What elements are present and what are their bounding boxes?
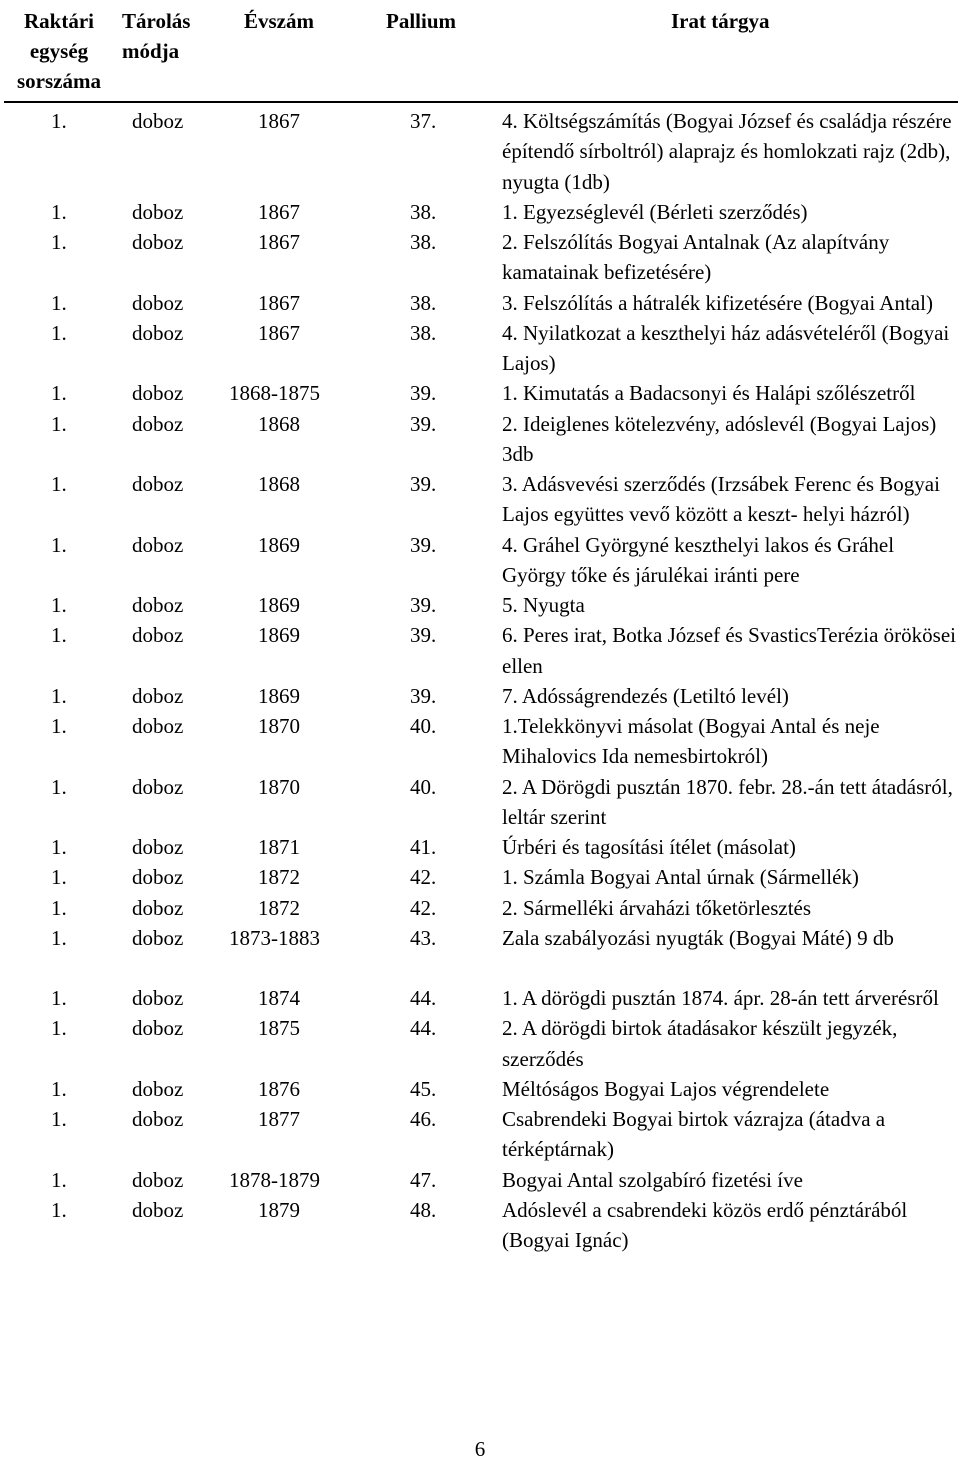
header-year: Évszám xyxy=(244,9,314,33)
cell-year: 1873-1883 xyxy=(229,925,320,950)
table-row xyxy=(0,1165,960,1195)
cell-unit: 1. xyxy=(51,1107,67,1131)
table-row xyxy=(0,227,960,288)
table-row xyxy=(0,832,960,862)
cell-storage: doboz xyxy=(132,835,184,859)
cell-unit: 1. xyxy=(51,835,67,859)
cell-subject: 5. Nyugta xyxy=(502,593,585,617)
cell-year: 1869 xyxy=(258,623,300,648)
cell-storage: doboz xyxy=(132,381,184,406)
cell-storage: doboz xyxy=(132,774,184,799)
cell-subject: Úrbéri és tagosítási ítélet (másolat) xyxy=(502,835,796,859)
cell-year: 1868 xyxy=(258,472,300,496)
cell-storage: doboz xyxy=(132,986,184,1010)
cell-unit: 1. xyxy=(51,230,67,254)
cell-pallium: 39. xyxy=(410,472,437,496)
cell-storage: doboz xyxy=(132,1016,184,1041)
header-subject: Irat tárgya xyxy=(671,9,770,33)
cell-year: 1869 xyxy=(258,593,300,617)
cell-pallium: 46. xyxy=(410,1107,437,1131)
cell-pallium: 38. xyxy=(410,230,437,254)
table-row xyxy=(0,1013,960,1074)
cell-pallium: 39. xyxy=(410,593,437,617)
cell-pallium: 38. xyxy=(410,199,437,224)
cell-unit: 1. xyxy=(51,895,67,920)
header-storage: Tárolás módja xyxy=(122,9,191,63)
cell-unit: 1. xyxy=(51,925,67,950)
cell-unit: 1. xyxy=(51,865,67,890)
cell-storage: doboz xyxy=(132,109,184,133)
table-row xyxy=(0,530,960,591)
table-row xyxy=(0,711,960,772)
cell-pallium: 45. xyxy=(410,1076,437,1101)
cell-subject: Méltóságos Bogyai Lajos végrendelete xyxy=(502,1076,830,1101)
cell-year: 1879 xyxy=(258,1197,300,1222)
table-row xyxy=(0,288,960,318)
table-header xyxy=(0,6,960,102)
cell-storage: doboz xyxy=(132,593,184,617)
cell-pallium: 40. xyxy=(410,774,437,799)
cell-pallium: 41. xyxy=(410,835,437,859)
cell-year: 1867 xyxy=(258,230,300,254)
cell-subject: 4. Költségszámítás (Bogyai József és családja részére építendő sírboltról) alaprajz és homlokzati rajz (2db), nyugta (1db) xyxy=(502,109,952,194)
header-pallium: Pallium xyxy=(386,9,457,33)
cell-unit: 1. xyxy=(51,714,67,738)
cell-pallium: 42. xyxy=(410,895,437,920)
cell-pallium: 38. xyxy=(410,320,437,345)
cell-year: 1871 xyxy=(258,835,300,859)
cell-pallium: 39. xyxy=(410,683,437,708)
cell-unit: 1. xyxy=(51,1076,67,1101)
cell-year: 1876 xyxy=(258,1076,300,1101)
cell-storage: doboz xyxy=(132,532,184,557)
table-row xyxy=(0,923,960,953)
cell-year: 1867 xyxy=(258,109,300,133)
header-unit: Raktári egység sorszáma xyxy=(17,9,101,93)
cell-unit: 1. xyxy=(51,532,67,557)
cell-storage: doboz xyxy=(132,714,184,738)
cell-pallium: 48. xyxy=(410,1197,437,1222)
cell-unit: 1. xyxy=(51,623,67,648)
cell-subject: 2. Ideiglenes kötelezvény, adóslevél (Bogyai Lajos) 3db xyxy=(502,411,937,466)
cell-storage: doboz xyxy=(132,1167,184,1192)
cell-subject: 7. Adósságrendezés (Letiltó levél) xyxy=(502,683,789,708)
cell-storage: doboz xyxy=(132,925,184,950)
table-row xyxy=(0,1104,960,1165)
cell-year: 1869 xyxy=(258,683,300,708)
table-row xyxy=(0,197,960,227)
table-row xyxy=(0,106,960,197)
header-divider xyxy=(4,101,958,103)
table-body xyxy=(0,106,960,1255)
cell-unit: 1. xyxy=(51,683,67,708)
table-row xyxy=(0,893,960,923)
cell-year: 1878-1879 xyxy=(229,1167,320,1192)
table-row xyxy=(0,590,960,620)
cell-year: 1872 xyxy=(258,895,300,920)
cell-storage: doboz xyxy=(132,623,184,648)
cell-pallium: 40. xyxy=(410,714,437,738)
cell-storage: doboz xyxy=(132,1076,184,1101)
cell-year: 1875 xyxy=(258,1016,300,1041)
cell-subject: 2. Sármelléki árvaházi tőketörlesztés xyxy=(502,895,812,920)
cell-subject: 3. Adásvevési szerződés (Irzsábek Ferenc és Bogyai Lajos együttes vevő között a keszt- helyi házról) xyxy=(502,472,940,527)
cell-subject: Adóslevél a csabrendeki közös erdő pénztárából (Bogyai Ignác) xyxy=(502,1197,908,1252)
cell-storage: doboz xyxy=(132,230,184,254)
cell-unit: 1. xyxy=(51,381,67,406)
table-row xyxy=(0,1195,960,1256)
cell-subject: 1. A dörögdi pusztán 1874. ápr. 28-án tett árverésről xyxy=(502,986,939,1010)
cell-unit: 1. xyxy=(51,199,67,224)
cell-unit: 1. xyxy=(51,986,67,1010)
cell-subject: 1. Egyezséglevél (Bérleti szerződés) xyxy=(502,199,808,224)
cell-storage: doboz xyxy=(132,199,184,224)
table-row xyxy=(0,681,960,711)
cell-unit: 1. xyxy=(51,320,67,345)
cell-storage: doboz xyxy=(132,411,184,436)
cell-year: 1868 xyxy=(258,411,300,436)
cell-pallium: 43. xyxy=(410,925,437,950)
cell-subject: 4. Gráhel Györgyné keszthelyi lakos és Gráhel György tőke és járulékai iránti pere xyxy=(502,532,895,587)
cell-unit: 1. xyxy=(51,290,67,315)
cell-year: 1869 xyxy=(258,532,300,557)
table-row xyxy=(0,378,960,408)
cell-pallium: 37. xyxy=(410,109,437,133)
cell-subject: 1. Számla Bogyai Antal úrnak (Sármellék) xyxy=(502,865,859,890)
cell-storage: doboz xyxy=(132,865,184,890)
cell-subject: 1. Kimutatás a Badacsonyi és Halápi szőlészetről xyxy=(502,381,916,406)
cell-pallium: 39. xyxy=(410,381,437,406)
cell-pallium: 39. xyxy=(410,532,437,557)
cell-unit: 1. xyxy=(51,1197,67,1222)
cell-storage: doboz xyxy=(132,683,184,708)
cell-subject: 2. A Dörögdi pusztán 1870. febr. 28.-án tett átadásról, leltár szerint xyxy=(502,774,953,829)
cell-year: 1867 xyxy=(258,199,300,224)
table-row xyxy=(0,318,960,379)
table-row xyxy=(0,1074,960,1104)
cell-year: 1868-1875 xyxy=(229,381,320,406)
cell-pallium: 39. xyxy=(410,411,437,436)
cell-storage: doboz xyxy=(132,472,184,496)
cell-storage: doboz xyxy=(132,1107,184,1131)
cell-pallium: 39. xyxy=(410,623,437,648)
table-row xyxy=(0,469,960,530)
cell-storage: doboz xyxy=(132,1197,184,1222)
cell-unit: 1. xyxy=(51,1167,67,1192)
cell-unit: 1. xyxy=(51,472,67,496)
cell-storage: doboz xyxy=(132,320,184,345)
page-number: 6 xyxy=(474,1437,486,1461)
cell-year: 1867 xyxy=(258,290,300,315)
cell-year: 1872 xyxy=(258,865,300,890)
cell-storage: doboz xyxy=(132,895,184,920)
table-row xyxy=(0,862,960,892)
table-row xyxy=(0,409,960,470)
cell-year: 1874 xyxy=(258,986,300,1010)
cell-pallium: 44. xyxy=(410,986,437,1010)
table-row xyxy=(0,983,960,1013)
cell-year: 1867 xyxy=(258,320,300,345)
cell-subject: 6. Peres irat, Botka József és SvasticsTerézia örökösei ellen xyxy=(502,623,956,678)
cell-subject: 3. Felszólítás a hátralék kifizetésére (Bogyai Antal) xyxy=(502,290,933,315)
cell-subject: Bogyai Antal szolgabíró fizetési íve xyxy=(502,1167,803,1192)
cell-pallium: 44. xyxy=(410,1016,437,1041)
cell-unit: 1. xyxy=(51,774,67,799)
cell-pallium: 47. xyxy=(410,1167,437,1192)
cell-subject: 2. A dörögdi birtok átadásakor készült jegyzék, szerződés xyxy=(502,1016,898,1071)
cell-subject: Csabrendeki Bogyai birtok vázrajza (átadva a térképtárnak) xyxy=(502,1107,886,1162)
cell-pallium: 42. xyxy=(410,865,437,890)
cell-subject: 4. Nyilatkozat a keszthelyi ház adásvételéről (Bogyai Lajos) xyxy=(502,320,950,375)
cell-subject: 1.Telekkönyvi másolat (Bogyai Antal és neje Mihalovics Ida nemesbirtokról) xyxy=(502,714,880,769)
table-row xyxy=(0,620,960,681)
table-row xyxy=(0,772,960,833)
cell-year: 1870 xyxy=(258,774,300,799)
cell-unit: 1. xyxy=(51,1016,67,1041)
cell-year: 1870 xyxy=(258,714,300,738)
cell-subject: 2. Felszólítás Bogyai Antalnak (Az alapítvány kamatainak befizetésére) xyxy=(502,230,890,285)
cell-unit: 1. xyxy=(51,593,67,617)
cell-pallium: 38. xyxy=(410,290,437,315)
cell-year: 1877 xyxy=(258,1107,300,1131)
cell-unit: 1. xyxy=(51,109,67,133)
cell-storage: doboz xyxy=(132,290,184,315)
cell-subject: Zala szabályozási nyugták (Bogyai Máté) 9 db xyxy=(502,925,894,950)
cell-unit: 1. xyxy=(51,411,67,436)
